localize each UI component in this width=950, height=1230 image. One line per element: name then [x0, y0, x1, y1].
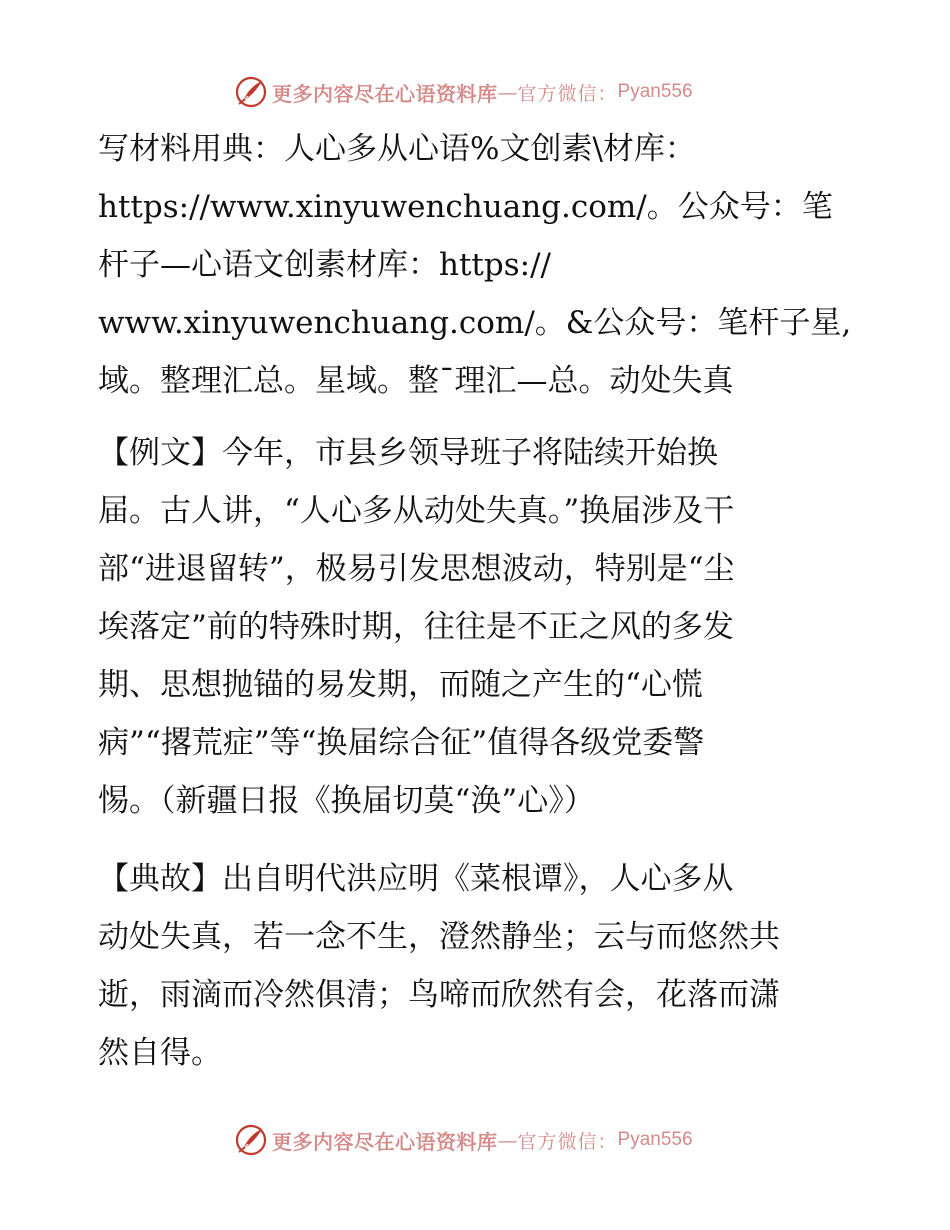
text-line: 动处失真，若一念不生，澄然静坐；云与而悠然共: [98, 919, 780, 955]
text-line: https://www.xinyuwenchuang.com/。公众号：笔: [98, 189, 833, 225]
footer-wechat-id: Pyan556: [617, 1129, 693, 1150]
text-line: www.xinyuwenchuang.com/。&公众号：笔杆子星,: [98, 305, 852, 341]
text-line: 域。整理汇总。星域。整¯理汇—总。动处失真: [98, 363, 734, 399]
text-line: 惕。（新疆日报《换届切莫“涣”心》）: [98, 783, 595, 819]
feather-pen-logo-icon: [234, 1123, 268, 1157]
header-official-label: 官方微信：: [517, 82, 618, 105]
text-line: 届。古人讲，“人心多从动处失真。”换届涉及干: [98, 493, 735, 529]
header-brand-text: 更多内容尽在心语资料库: [272, 81, 498, 106]
text-line: 【典故】出自明代洪应明《菜根谭》，人心多从: [98, 861, 734, 897]
text-line: 部“进退留转”，极易引发思想波动，特别是“尘: [98, 551, 735, 587]
paragraph-intro: [98, 120, 858, 410]
text-line: 写材料用典：人心多从心语%文创素\材库：: [98, 131, 696, 167]
text-line: 逝，雨滴而冷然俱清；鸟啼而欣然有会，花落而潇: [98, 977, 780, 1013]
text-line: 埃落定”前的特殊时期，往往是不正之风的多发: [98, 609, 734, 645]
text-line: 然自得。: [98, 1035, 222, 1071]
header-banner: [234, 72, 693, 112]
text-line: 杆子—心语文创素材库：https://: [98, 247, 551, 283]
text-line: 【例文】今年，市县乡领导班子将陆续开始换: [98, 435, 718, 471]
text-line: 病”“撂荒症”等“换届综合征”值得各级党委警: [98, 725, 705, 761]
footer-brand-text: 更多内容尽在心语资料库: [272, 1129, 498, 1154]
header-wechat-id: Pyan556: [617, 81, 693, 102]
header-separator: —: [497, 80, 518, 104]
feather-pen-logo-icon: [234, 75, 268, 109]
footer-banner: [234, 1120, 693, 1160]
text-line: 期、思想抛锚的易发期，而随之产生的“心慌: [98, 667, 703, 703]
footer-official-label: 官方微信：: [517, 1130, 618, 1153]
paragraph-allusion: [98, 850, 858, 1082]
footer-separator: —: [497, 1128, 518, 1152]
paragraph-example: [98, 424, 858, 830]
